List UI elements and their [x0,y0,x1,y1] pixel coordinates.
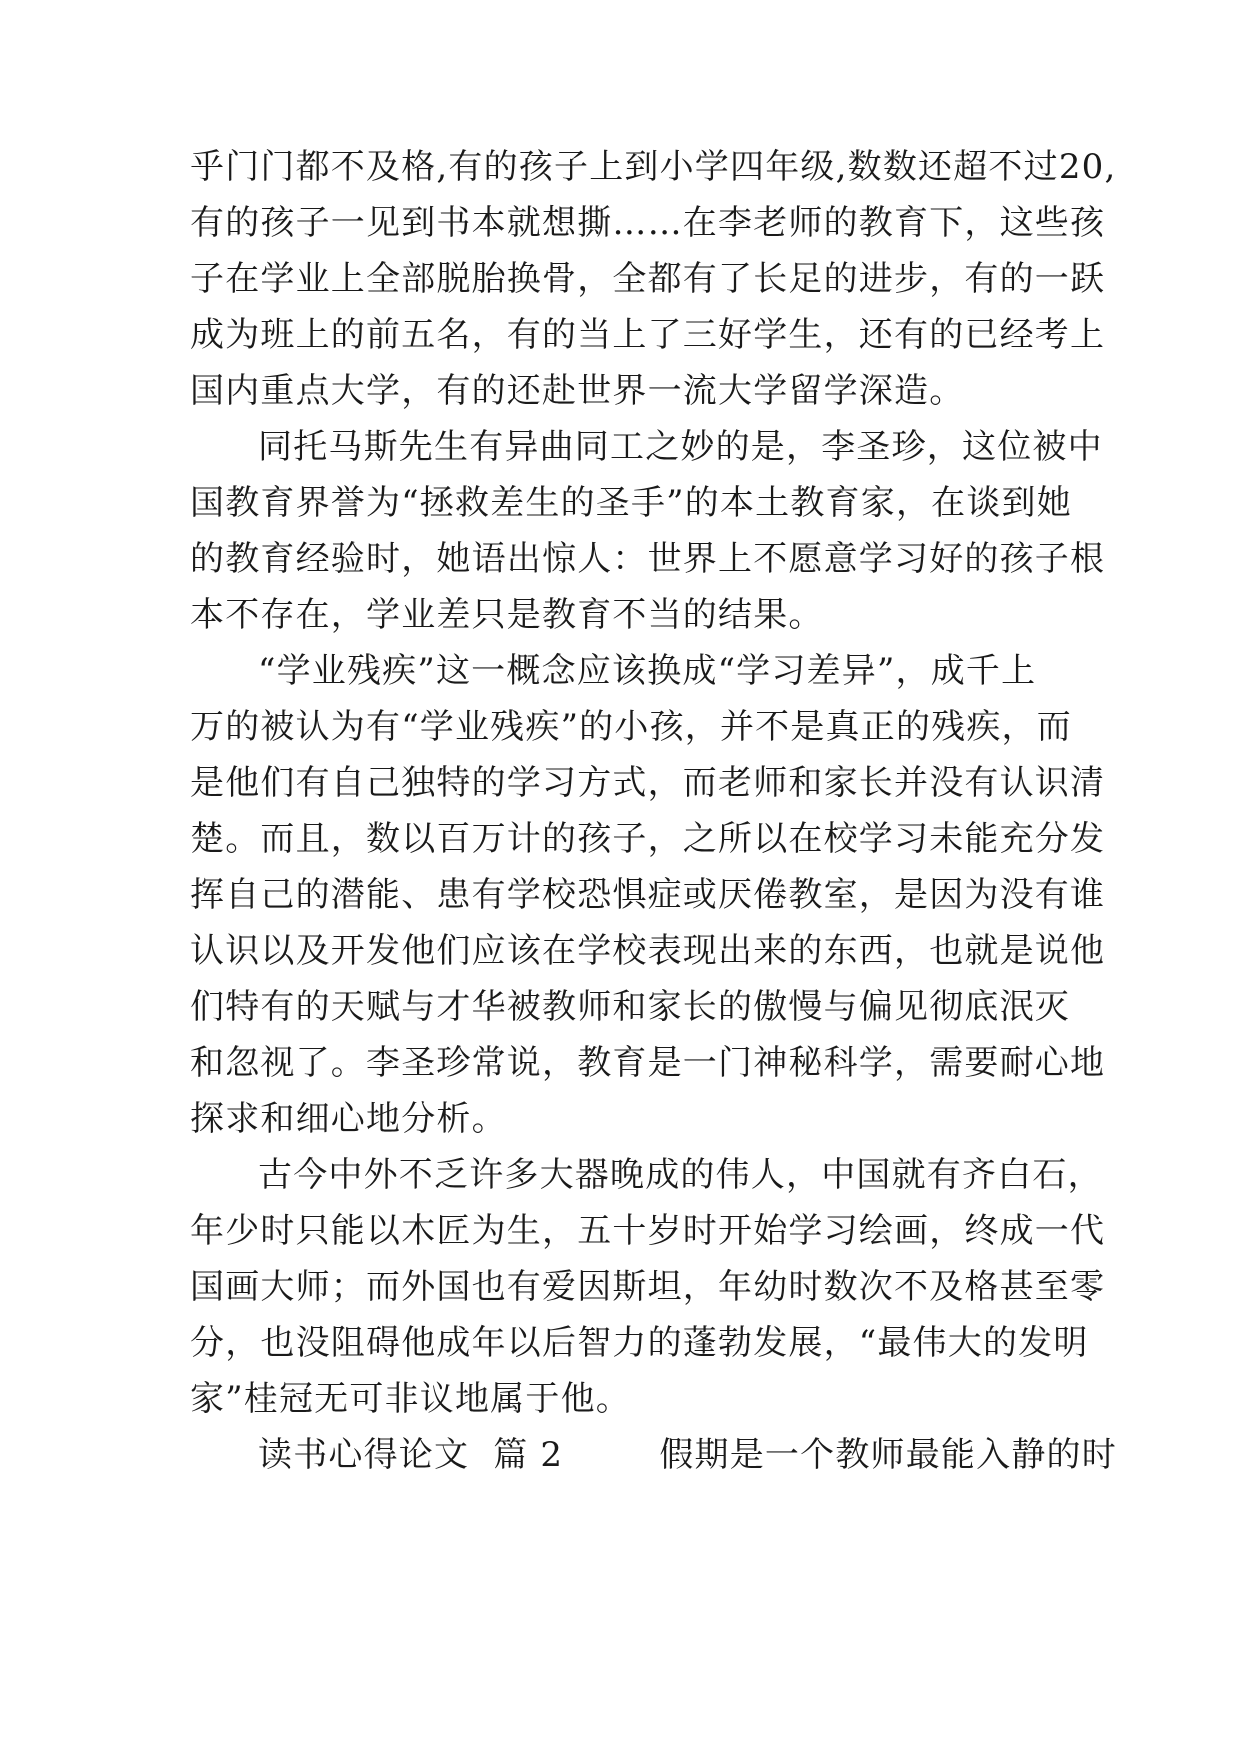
text-line: 是他们有自己独特的学习方式，而老师和家长并没有认识清 [190,763,1106,803]
text-line: 楚。而且，数以百万计的孩子，之所以在校学习未能充分发 [190,819,1106,859]
paragraph-first-line: 古今中外不乏许多大器晚成的伟人，中国就有齐白石， [258,1155,1103,1195]
text-line: 国内重点大学，有的还赴世界一流大学留学深造。 [190,371,965,411]
text-line: 子在学业上全部脱胎换骨，全都有了长足的进步，有的一跃 [190,259,1106,299]
text-line: 年少时只能以木匠为生，五十岁时开始学习绘画，终成一代 [190,1211,1106,1251]
text-line: 有的孩子一见到书本就想撕……在李老师的教育下，这些孩 [190,203,1106,243]
text-line: 乎门门都不及格,有的孩子上到小学四年级,数数还超不过20, [190,147,1117,187]
text-line: 和忽视了。李圣珍常说，教育是一门神秘科学，需要耐心地 [190,1043,1106,1083]
text-line: 本不存在，学业差只是教育不当的结果。 [190,595,824,635]
paragraph-first-line: 同托马斯先生有异曲同工之妙的是，李圣珍，这位被中 [258,427,1103,467]
text-line: 们特有的天赋与才华被教师和家长的傲慢与偏见彻底泯灭 [190,987,1070,1027]
text-line: 分，也没阻碍他成年以后智力的蓬勃发展，“最伟大的发明 [190,1323,1089,1363]
text-line: 的教育经验时，她语出惊人：世界上不愿意学习好的孩子根 [190,539,1106,579]
text-line: 万的被认为有“学业残疾”的小孩，并不是真正的残疾，而 [190,707,1072,747]
text-line: 挥自己的潜能、患有学校恐惧症或厌倦教室，是因为没有谁 [190,875,1106,915]
section-heading-line: 读书心得论文 篇 2 假期是一个教师最能入静的时 [258,1435,1117,1475]
text-line: 家”桂冠无可非议地属于他。 [190,1379,631,1419]
text-line: 成为班上的前五名，有的当上了三好学生，还有的已经考上 [190,315,1106,355]
text-line: 认识以及开发他们应该在学校表现出来的东西，也就是说他 [190,931,1106,971]
text-line: 国教育界誉为“拯救差生的圣手”的本土教育家，在谈到她 [190,483,1072,523]
text-line: 国画大师；而外国也有爱因斯坦，年幼时数次不及格甚至零 [190,1267,1106,1307]
paragraph-first-line: “学业残疾”这一概念应该换成“学习差异”，成千上 [258,651,1037,691]
text-line: 探求和细心地分析。 [190,1099,507,1139]
